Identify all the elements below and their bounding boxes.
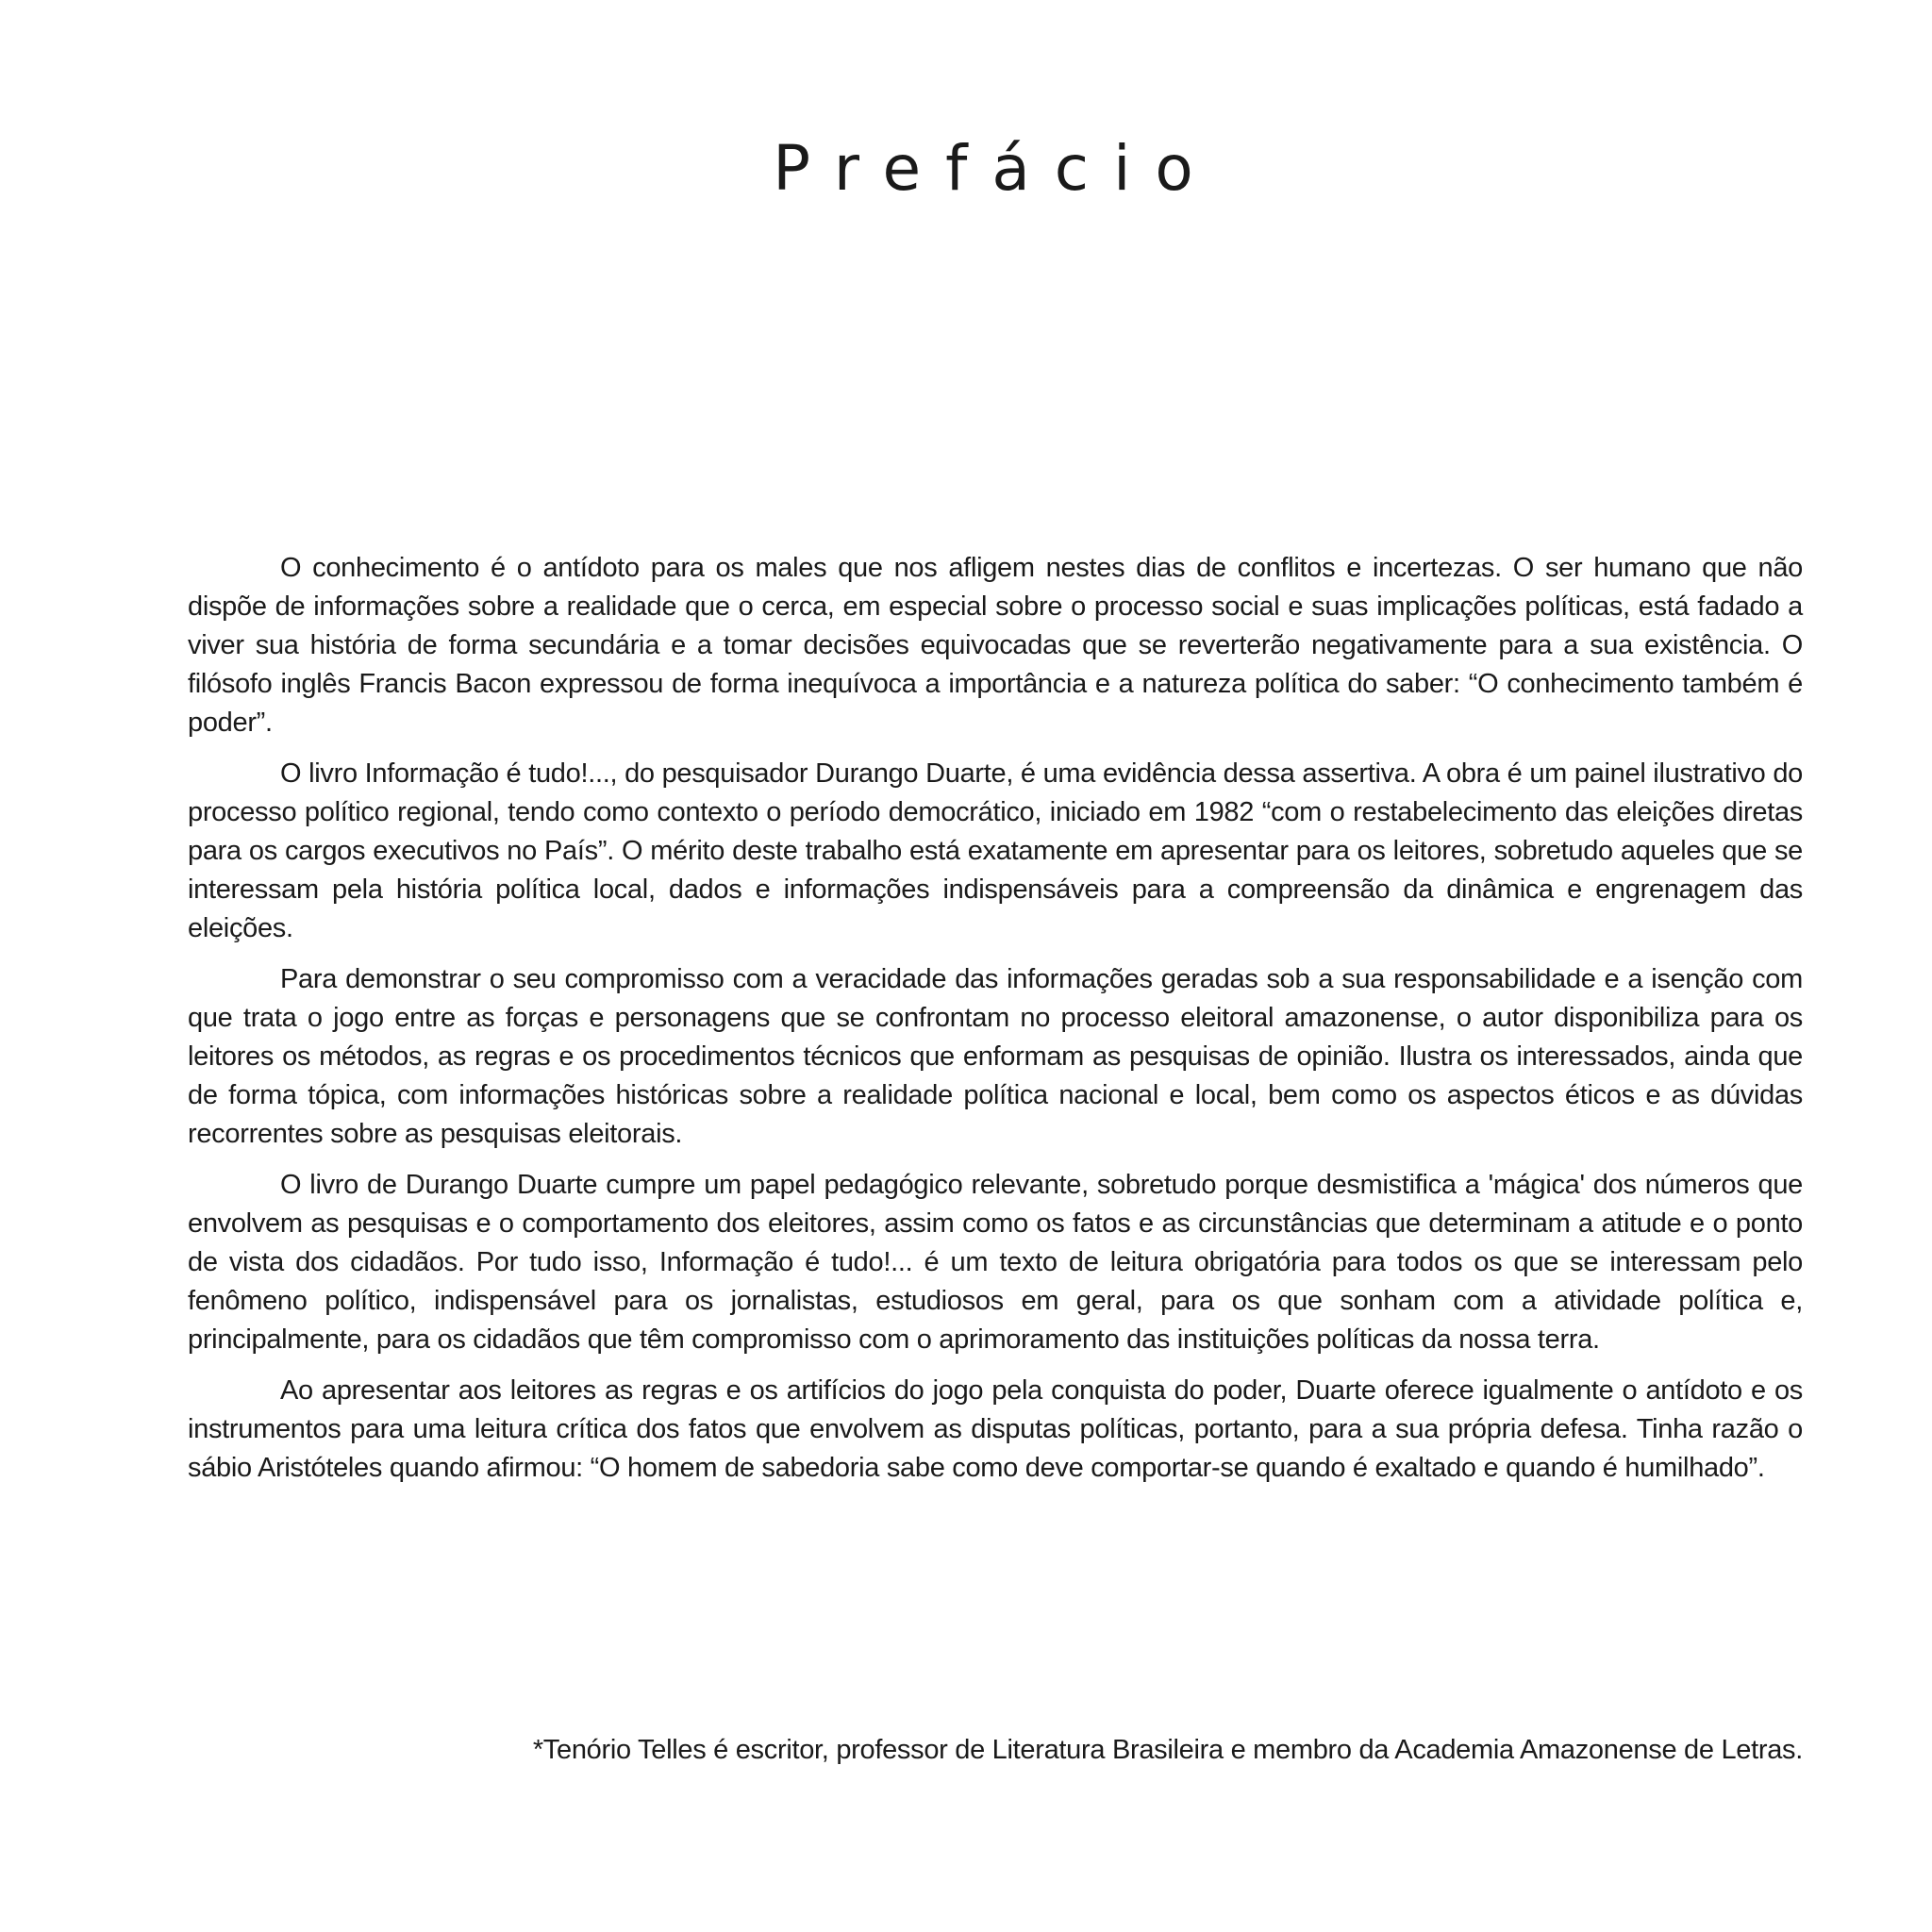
paragraph-5: Ao apresentar aos leitores as regras e os artifícios do jogo pela conquista do poder, Duarte oferece igualmente o antídoto e os instrumentos para uma leitura crítica dos fatos que envolvem as disputas políticas, portanto, para a sua própria defesa. Tinha razão o sábio Aristóteles quando afirmou: “O homem de sabedoria sabe como deve comportar-se quando é exaltado e quando é humilhado”. xyxy=(188,1375,1803,1483)
page-title: Prefácio xyxy=(773,132,1218,205)
author-footnote: *Tenório Telles é escritor, professor de Literatura Brasileira e membro da Academia Amazonense de Letras. xyxy=(532,1735,1803,1765)
paragraph-3: Para demonstrar o seu compromisso com a veracidade das informações geradas sob a sua responsabilidade e a isenção com que trata o jogo entre as forças e personagens que se confrontam no processo eleitoral amazonense, o autor disponibiliza para os leitores os métodos, as regras e os procedimentos técnicos que enformam as pesquisas de opinião. Ilustra os interessados, ainda que de forma tópica, com informações históricas sobre a realidade política nacional e local, bem como os aspectos éticos e as dúvidas recorrentes sobre as pesquisas eleitorais. xyxy=(188,964,1803,1149)
paragraph-4: O livro de Durango Duarte cumpre um papel pedagógico relevante, sobretudo porque desmistifica a 'mágica' dos números que envolvem as pesquisas e o comportamento dos eleitores, assim como os fatos e as circunstâncias que determinam a atitude e o ponto de vista dos cidadãos. Por tudo isso, Informação é tudo!... é um texto de leitura obrigatória para todos os que se interessam pelo fenômeno político, indispensável para os jornalistas, estudiosos em geral, para os que sonham com a atividade política e, principalmente, para os cidadãos que têm compromisso com o aprimoramento das instituições políticas da nossa terra. xyxy=(188,1170,1803,1355)
paragraph-1: O conhecimento é o antídoto para os males que nos afligem nestes dias de conflitos e incertezas. O ser humano que não dispõe de informações sobre a realidade que o cerca, em especial sobre o processo social e suas implicações políticas, está fadado a viver sua história de forma secundária e a tomar decisões equivocadas que se reverterão negativamente para a sua existência. O filósofo inglês Francis Bacon expressou de forma inequívoca a importância e a natureza política do saber: “O conhecimento também é poder”. xyxy=(188,553,1803,738)
paragraph-2: O livro Informação é tudo!..., do pesquisador Durango Duarte, é uma evidência dessa assertiva. A obra é um painel ilustrativo do processo político regional, tendo como contexto o período democrático, iniciado em 1982 “com o restabelecimento das eleições diretas para os cargos executivos no País”. O mérito deste trabalho está exatamente em apresentar para os leitores, sobretudo aqueles que se interessam pela história política local, dados e informações indispensáveis para a compreensão da dinâmica e engrenagem das eleições. xyxy=(188,758,1803,943)
preface-body xyxy=(188,549,1803,1500)
